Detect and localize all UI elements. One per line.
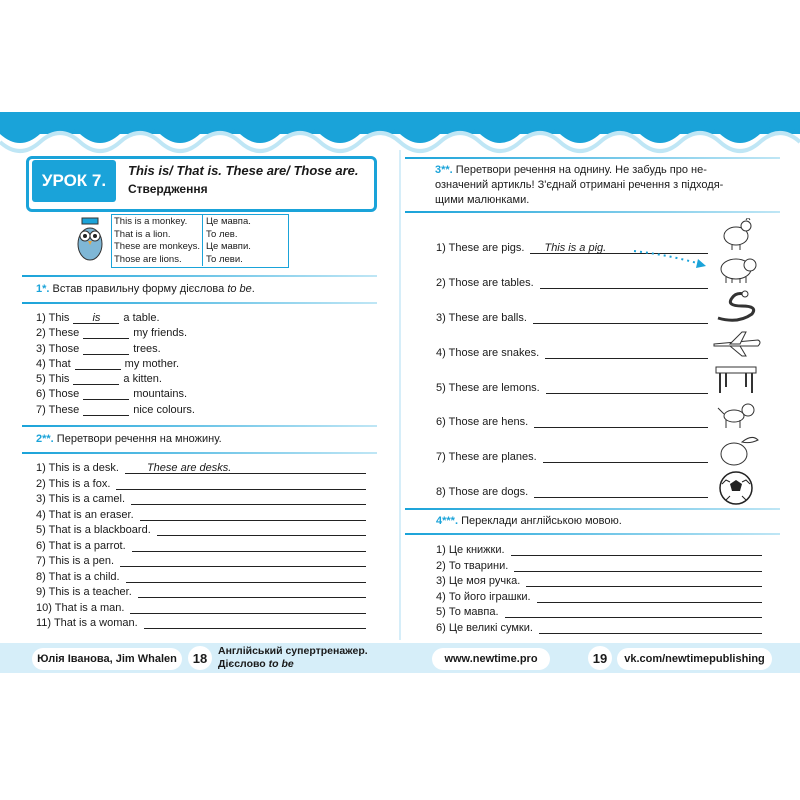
answer-blank[interactable] [130,602,366,614]
task1-row-end: mountains. [133,388,188,401]
answer-blank[interactable] [83,343,129,355]
task1-heading [36,283,255,295]
task3-row-sentence: 7) These are planes. [436,451,537,464]
task3-row [436,277,708,312]
task3-rule-bottom [405,211,780,213]
answer-blank[interactable] [539,622,762,634]
task1-row-start: 2) These [36,327,80,340]
footer-book-line2-italic: to be [268,658,294,670]
task1-row [36,312,195,327]
answer-blank[interactable] [144,617,366,629]
answer-blank[interactable] [540,277,708,289]
task1-row-end: a table. [123,312,160,324]
task1-number: 1*. [36,283,50,295]
task1-row-start: 4) That [36,357,71,370]
answer-blank[interactable] [545,347,708,359]
task4-row [436,575,762,591]
task2-row-sentence: 7) This is a pen. [36,555,115,567]
answer-blank[interactable] [75,358,121,370]
task2-row [36,478,366,494]
task2-row [36,571,366,587]
task2-row [36,493,366,509]
answer-blank[interactable] [125,462,366,474]
task3-row-sentence: 2) Those are tables. [436,276,534,289]
task2-row-sentence: 2) This is a fox. [36,477,111,490]
task4-row-sentence: 5) То мавпа. [436,606,499,618]
task2-row-sentence: 8) That is a child. [36,570,120,583]
task3-rule-top [405,157,780,159]
footer-authors: Юлія Іванова, Jim Whalen [32,648,182,670]
page-gutter [399,150,401,640]
answer-blank[interactable] [533,312,708,324]
task2-row-sentence: 3) This is a camel. [36,493,126,505]
answer-blank[interactable] [132,540,366,552]
task2-number: 2**. [36,433,54,445]
page-number-left: 18 [188,646,212,670]
answer-blank[interactable] [534,486,708,498]
footer-site-link[interactable]: www.newtime.pro [432,648,550,670]
answer-blank[interactable] [83,327,129,339]
reference-cell: This is a monkey. [114,216,188,227]
task2-row-sentence: 11) That is a woman. [36,617,138,629]
task2-row [36,617,366,633]
task4-row-sentence: 4) То його іграшки. [436,590,531,603]
task1-row-start: 7) These [36,403,80,416]
task3-row [436,416,708,451]
owl-icon [74,214,106,264]
task2-text: Перетвори речення на множину. [53,433,222,445]
reference-cell: Це мавпа. [206,216,251,227]
task3-row-sentence: 5) These are lemons. [436,381,540,394]
task3-list [436,242,708,521]
reference-cell: То лев. [206,228,238,240]
task4-row-sentence: 2) То тварини. [436,559,509,572]
task3-row-sentence: 3) These are balls. [436,311,527,324]
task1-row-start: 3) Those [36,342,80,355]
task1-text-italic: to be [227,283,252,295]
answer-text: This is a pig. [544,242,607,254]
page-number-right: 19 [588,646,612,670]
footer-book-title [218,645,368,671]
task2-row [36,602,366,618]
task3-text-line: Перетвори речення на однину. Не забудь про не- [452,164,707,176]
task3-number: 3**. [435,164,453,176]
task1-list [36,312,195,419]
match-arrow [630,245,710,275]
answer-blank[interactable] [116,478,366,490]
task1-row-start: 6) Those [36,388,80,401]
answer-blank[interactable] [537,591,762,603]
task3-text-line: щими малюнками. [435,194,530,206]
answer-blank[interactable] [157,524,366,536]
task4-number: 4***. [436,515,459,527]
answer-blank[interactable] [138,586,366,598]
footer-vk-link[interactable]: vk.com/newtimepublishing [617,648,772,670]
task1-row [36,358,195,373]
task1-row-end: trees. [133,342,161,355]
reference-cell: These are monkeys. [114,241,201,252]
task2-row [36,524,366,540]
task4-row-sentence: 6) Це великі сумки. [436,621,533,634]
footer-book-line1: Англійський супертренажер. [218,645,368,657]
task2-row-sentence: 5) That is a blackboard. [36,524,151,536]
answer-blank[interactable] [140,509,366,521]
reference-col-en [114,216,200,266]
task1-row-end: my friends. [133,327,188,340]
task4-row [436,622,762,638]
task1-rule-top [22,275,377,277]
task2-rule-bottom [22,452,377,454]
reference-cell: То леви. [206,253,243,265]
task2-row-sentence: 10) That is a man. [36,601,125,614]
reference-cell: Those are lions. [114,253,182,265]
task4-rule-top [405,508,780,510]
task2-row [36,509,366,525]
footer-book-line2: Дієслово [218,658,269,670]
task1-text-end: . [251,283,255,295]
reference-table-divider [202,214,203,266]
answer-text: These are desks. [146,462,232,474]
task1-rule-bottom [22,302,377,304]
task1-text: Встав правильну форму дієслова [49,283,228,295]
task1-row-end: nice colours. [133,403,195,416]
lesson-label: УРОК 7. [32,160,116,202]
answer-blank[interactable] [511,544,762,556]
task3-row-sentence: 8) Those are dogs. [436,486,529,499]
dog-icon [718,404,754,428]
task2-row-sentence: 4) That is an eraser. [36,508,134,521]
answer-blank[interactable] [73,312,119,324]
pig-icon [721,259,756,283]
reference-cell: Це мавпи. [206,241,251,252]
table-icon [716,367,756,393]
answer-blank[interactable] [126,571,366,583]
task1-row-start: 1) This [36,312,70,324]
task4-row [436,606,762,622]
task1-row [36,327,195,342]
task2-row-sentence: 9) This is a teacher. [36,586,132,598]
task1-row-end: a kitten. [123,373,162,386]
lesson-subtitle: Ствердження [128,182,208,196]
task3-text-line: означений артикль! З'єднай отримані речення з підходя- [435,179,724,191]
task2-heading [36,433,222,445]
task3-row-sentence: 6) Those are hens. [436,416,529,429]
task3-row [436,382,708,417]
answer-blank[interactable] [543,451,708,463]
lemon-icon [721,437,758,465]
task1-row [36,373,195,388]
answer-blank[interactable] [546,382,708,394]
answer-blank[interactable] [514,560,762,572]
task1-row [36,343,195,358]
answer-blank[interactable] [526,575,762,587]
task3-row-sentence: 1) These are pigs. [436,242,525,254]
task3-row [436,312,708,347]
task4-row [436,544,762,560]
hen-icon [724,218,751,250]
reference-col-uk [206,216,251,266]
reference-cell: That is a lion. [114,228,171,240]
answer-text: is [92,312,101,324]
task2-row [36,540,366,556]
task4-row [436,560,762,576]
task1-row [36,404,195,419]
task4-rule-bottom [405,533,780,535]
task2-row-sentence: 1) This is a desk. [36,462,119,474]
task2-row-sentence: 6) That is a parrot. [36,539,126,552]
plane-icon [714,332,760,356]
task3-row-sentence: 4) Those are snakes. [436,346,540,359]
task2-row [36,586,366,602]
task2-row [36,462,366,478]
task4-row [436,591,762,607]
answer-blank[interactable] [120,555,366,567]
task2-list [36,462,366,633]
task3-heading [435,163,765,208]
task4-row-sentence: 1) Це книжки. [436,544,505,556]
task3-row [436,347,708,382]
task4-list [436,544,762,637]
task4-text: Переклади англійською мовою. [458,515,622,527]
task1-row-start: 5) This [36,373,70,386]
task4-heading [436,515,622,527]
answer-blank[interactable] [505,606,762,618]
answer-blank[interactable] [534,416,708,428]
task3-row [436,451,708,486]
snake-icon [718,291,754,320]
task2-rule-top [22,425,377,427]
task2-row [36,555,366,571]
task4-row-sentence: 3) Це моя ручка. [436,575,521,587]
answer-blank[interactable] [73,373,119,385]
task1-row-end: my mother. [124,357,180,370]
lesson-title: This is/ That is. These are/ Those are. [128,163,359,178]
task1-row [36,388,195,403]
answer-blank[interactable] [83,404,129,416]
answer-blank[interactable] [131,493,366,505]
ball-icon [720,472,752,504]
answer-blank[interactable] [83,388,129,400]
pictures-column [712,218,764,508]
